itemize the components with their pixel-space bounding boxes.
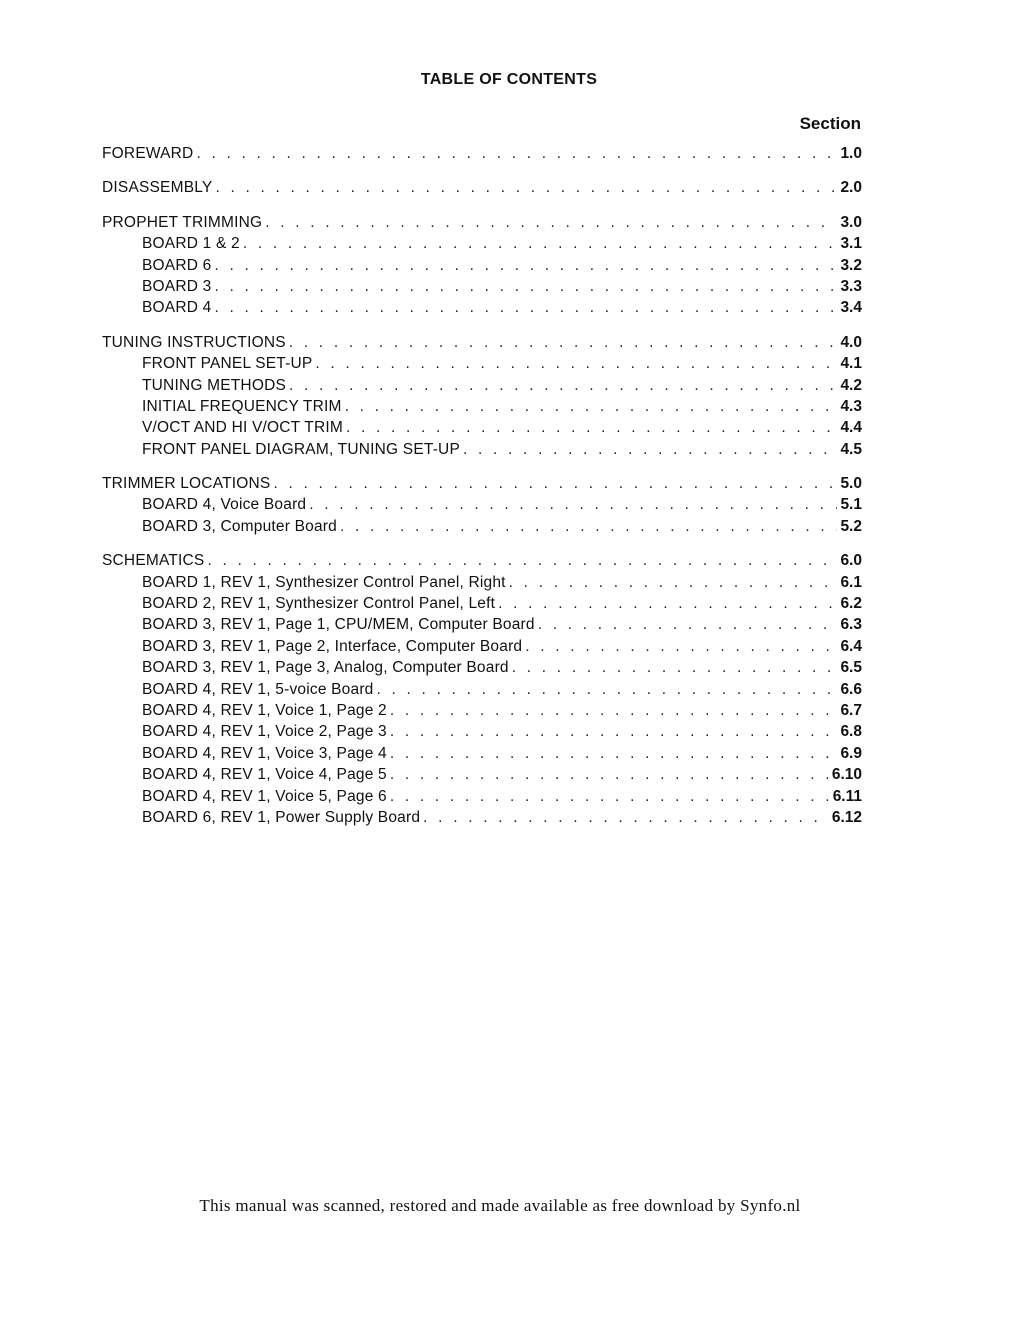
toc-entry-section: 2.0 [840,179,862,197]
dot-leader [346,417,837,438]
toc-subentry [102,636,862,657]
toc-entry [102,212,862,233]
dot-leader [289,375,837,396]
dot-leader [214,255,837,276]
dot-leader [538,614,838,635]
toc-subentry [102,375,862,396]
toc-entry-label: BOARD 4, REV 1, Voice 4, Page 5 [142,766,387,784]
toc-entry-section: 4.0 [840,333,862,351]
dot-leader [463,439,837,460]
toc-entry-section: 4.1 [840,355,862,373]
toc-entry-section: 6.1 [840,573,862,591]
toc-entry [102,550,862,571]
dot-leader [423,807,829,828]
toc-entry-label: BOARD 6 [142,256,212,274]
toc-entry-label: BOARD 4 [142,299,212,317]
toc-subentry [102,657,862,678]
toc-entry-section: 6.11 [832,787,862,805]
dot-leader [214,297,837,318]
toc-entry-section: 3.4 [840,299,862,317]
toc-subentry [102,614,862,635]
toc-subentry [102,494,862,515]
toc-entry-label: BOARD 3, REV 1, Page 2, Interface, Computer Board [142,637,523,655]
toc-subentry [102,233,862,254]
toc-group-tuning-instructions [102,332,862,460]
toc-entry-section: 4.2 [840,376,862,394]
toc-entry-label: TUNING INSTRUCTIONS [102,333,286,351]
toc-entry-section: 6.5 [840,659,862,677]
toc-subentry [102,396,862,417]
toc-entry-label: SCHEMATICS [102,552,205,570]
toc-subentry [102,439,862,460]
dot-leader [196,143,837,164]
toc-entry-label: BOARD 4, REV 1, Voice 3, Page 4 [142,744,387,762]
dot-leader [390,743,838,764]
toc-entry-label: TUNING METHODS [142,376,287,394]
toc-entry-section: 5.0 [840,475,862,493]
dot-leader [289,332,838,353]
dot-leader [512,657,838,678]
toc-entry-label: BOARD 1 & 2 [142,235,240,253]
toc-entry-section: 6.0 [840,552,862,570]
toc-subentry [102,353,862,374]
toc-entry-label: BOARD 4, REV 1, Voice 2, Page 3 [142,723,387,741]
toc-group-disassembly [102,177,862,198]
dot-leader [214,276,837,297]
toc-subentry [102,516,862,537]
dot-leader [390,721,838,742]
dot-leader [315,353,837,374]
toc-entry-label: FRONT PANEL DIAGRAM, TUNING SET-UP [142,440,460,458]
dot-leader [243,233,838,254]
toc-entry-section: 6.9 [840,744,862,762]
toc-entry-label: BOARD 1, REV 1, Synthesizer Control Panel, Right [142,573,506,591]
toc-subentry [102,255,862,276]
toc-entry-section: 4.3 [840,397,862,415]
toc-entry-label: BOARD 2, REV 1, Synthesizer Control Panel, Left [142,595,496,613]
toc-entry-section: 6.2 [840,595,862,613]
toc-subentry [102,276,862,297]
dot-leader [340,516,837,537]
toc-group-trimmer-locations [102,473,862,537]
toc-entry-section: 6.4 [840,637,862,655]
toc-entry-label: BOARD 3, REV 1, Page 3, Analog, Computer Board [142,659,509,677]
toc-entry-section: 6.3 [840,616,862,634]
dot-leader [509,572,838,593]
toc-entry [102,473,862,494]
toc-group-schematics [102,550,862,828]
toc-entry-section: 5.2 [840,517,862,535]
dot-leader [525,636,837,657]
toc-subentry [102,572,862,593]
toc-group-prophet-trimming [102,212,862,319]
dot-leader [215,177,837,198]
dot-leader [390,786,830,807]
dot-leader [207,550,837,571]
toc-subentry [102,297,862,318]
toc-subentry [102,786,862,807]
dot-leader [265,212,837,233]
toc-entry-label: INITIAL FREQUENCY TRIM [142,397,342,415]
toc-entry-section: 6.8 [840,723,862,741]
dot-leader [273,473,837,494]
dot-leader [498,593,837,614]
toc-subentry [102,721,862,742]
toc-entry-section: 6.12 [831,808,862,826]
toc-entry [102,177,862,198]
toc-entry-label: BOARD 4, REV 1, Voice 1, Page 2 [142,701,387,719]
toc-entry-label: BOARD 3, Computer Board [142,517,337,535]
toc-entry-label: BOARD 4, REV 1, 5-voice Board [142,680,374,698]
toc-subentry [102,417,862,438]
toc-entry-section: 3.3 [840,277,862,295]
toc-entry [102,143,862,164]
section-column-header: Section [799,114,861,133]
toc-entry-section: 4.5 [840,440,862,458]
toc-entry-section: 6.7 [840,701,862,719]
footer-note: This manual was scanned, restored and made available as free download by Synfo.nl [199,1196,801,1215]
toc-group-foreward [102,143,862,164]
toc-entry-label: BOARD 4, Voice Board [142,496,307,514]
toc-entry-label: FOREWARD [102,145,194,162]
toc-subentry [102,764,862,785]
toc-entry-label: V/OCT AND HI V/OCT TRIM [142,419,343,437]
page-title: TABLE OF CONTENTS [420,71,598,88]
dot-leader [309,494,837,515]
dot-leader [345,396,838,417]
toc-entry-label: BOARD 3, REV 1, Page 1, CPU/MEM, Computer Board [142,616,535,634]
toc-entry-label: FRONT PANEL SET-UP [142,355,313,373]
toc-subentry [102,700,862,721]
toc-entry [102,332,862,353]
toc-entry-label: TRIMMER LOCATIONS [102,475,271,493]
toc-subentry [102,679,862,700]
toc-entry-section: 3.1 [840,235,862,253]
toc-entry-section: 1.0 [840,145,862,162]
toc-entry-label: BOARD 3 [142,277,212,295]
toc-entry-section: 6.6 [840,680,862,698]
toc-entry-label: PROPHET TRIMMING [102,213,263,231]
toc-entry-section: 6.10 [831,766,862,784]
dot-leader [377,679,838,700]
toc-entry-label: DISASSEMBLY [102,179,213,197]
toc-entry-section: 5.1 [840,496,862,514]
toc-entry-section: 4.4 [840,419,862,437]
toc-entry-section: 3.0 [840,213,862,231]
toc-subentry [102,807,862,828]
toc-entry-section: 3.2 [840,256,862,274]
dot-leader [390,764,829,785]
toc-subentry [102,593,862,614]
toc-subentry [102,743,862,764]
toc-entry-label: BOARD 4, REV 1, Voice 5, Page 6 [142,787,387,805]
toc-entry-label: BOARD 6, REV 1, Power Supply Board [142,808,421,826]
table-of-contents [102,143,862,841]
dot-leader [390,700,838,721]
